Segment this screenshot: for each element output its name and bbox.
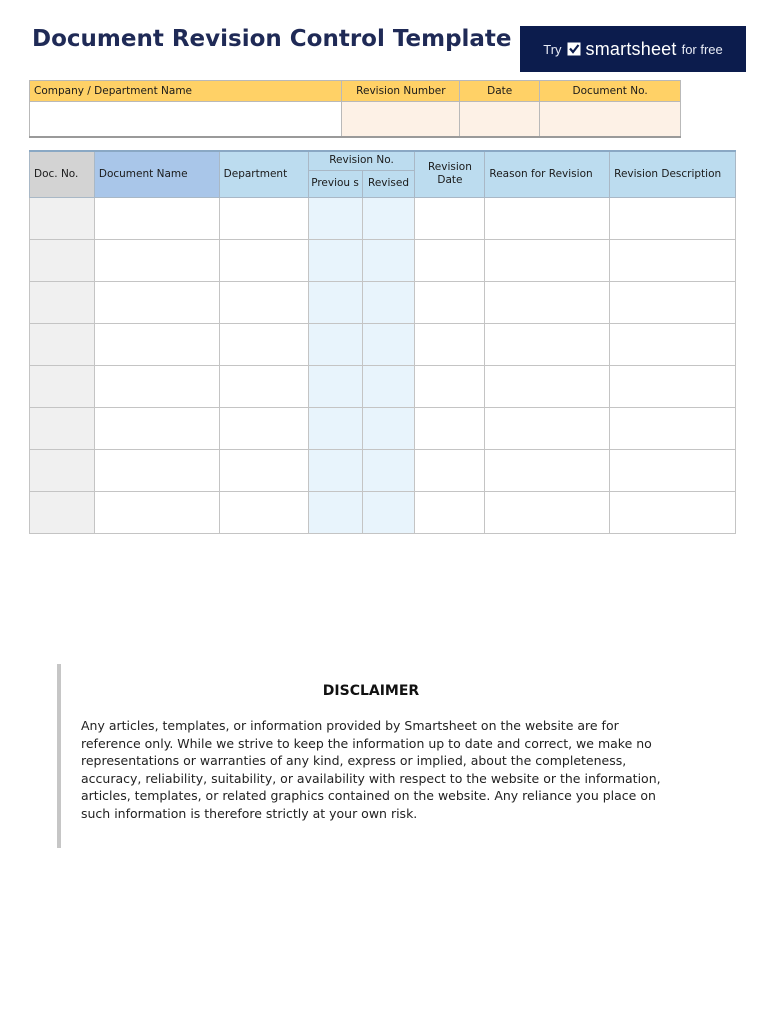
revision-date-header: Revision Date bbox=[415, 151, 485, 197]
table-row bbox=[30, 449, 736, 491]
table-row bbox=[30, 407, 736, 449]
revised-revision-cell[interactable] bbox=[362, 491, 415, 533]
document-name-cell[interactable] bbox=[94, 407, 219, 449]
description-cell[interactable] bbox=[610, 407, 736, 449]
table-row bbox=[30, 365, 736, 407]
table-row bbox=[30, 323, 736, 365]
promo-try-text: Try bbox=[543, 41, 562, 57]
revision-control-table bbox=[29, 150, 736, 534]
disclaimer-heading: DISCLAIMER bbox=[322, 683, 420, 699]
department-cell[interactable] bbox=[219, 197, 308, 239]
previous-revision-cell[interactable] bbox=[308, 491, 362, 533]
reason-cell[interactable] bbox=[485, 407, 610, 449]
description-cell[interactable] bbox=[610, 491, 736, 533]
department-header: Department bbox=[219, 151, 308, 197]
revision-date-cell[interactable] bbox=[415, 281, 485, 323]
reason-cell[interactable] bbox=[485, 323, 610, 365]
doc-no-header: Doc. No. bbox=[30, 151, 95, 197]
department-cell[interactable] bbox=[219, 239, 308, 281]
revised-revision-header: Revised bbox=[362, 170, 415, 197]
previous-revision-cell[interactable] bbox=[308, 449, 362, 491]
department-cell[interactable] bbox=[219, 281, 308, 323]
document-name-header: Document Name bbox=[94, 151, 219, 197]
revision-date-cell[interactable] bbox=[415, 323, 485, 365]
revised-revision-cell[interactable] bbox=[362, 449, 415, 491]
document-name-cell[interactable] bbox=[94, 281, 219, 323]
document-name-cell[interactable] bbox=[94, 239, 219, 281]
reason-cell[interactable] bbox=[485, 449, 610, 491]
previous-revision-cell[interactable] bbox=[308, 365, 362, 407]
description-cell[interactable] bbox=[610, 449, 736, 491]
previous-revision-cell[interactable] bbox=[308, 197, 362, 239]
reason-cell[interactable] bbox=[485, 239, 610, 281]
description-cell[interactable] bbox=[610, 281, 736, 323]
table-row bbox=[30, 281, 736, 323]
date-header: Date bbox=[460, 81, 540, 102]
description-cell[interactable] bbox=[610, 365, 736, 407]
revision-date-cell[interactable] bbox=[415, 197, 485, 239]
company-department-header: Company / Department Name bbox=[30, 81, 342, 102]
document-name-cell[interactable] bbox=[94, 323, 219, 365]
revised-revision-cell[interactable] bbox=[362, 197, 415, 239]
document-name-cell[interactable] bbox=[94, 449, 219, 491]
doc-no-cell[interactable] bbox=[30, 239, 95, 281]
doc-no-cell[interactable] bbox=[30, 281, 95, 323]
reason-cell[interactable] bbox=[485, 491, 610, 533]
description-cell[interactable] bbox=[610, 197, 736, 239]
revision-no-header: Revision No. bbox=[308, 151, 415, 170]
previous-revision-cell[interactable] bbox=[308, 407, 362, 449]
revision-description-header: Revision Description bbox=[610, 151, 736, 197]
doc-no-cell[interactable] bbox=[30, 449, 95, 491]
doc-no-cell[interactable] bbox=[30, 365, 95, 407]
reason-cell[interactable] bbox=[485, 281, 610, 323]
promo-free-text: for free bbox=[681, 41, 723, 57]
document-no-header: Document No. bbox=[540, 81, 681, 102]
date-field[interactable] bbox=[460, 102, 540, 138]
revision-date-cell[interactable] bbox=[415, 407, 485, 449]
revision-number-field[interactable] bbox=[342, 102, 460, 138]
revision-date-cell[interactable] bbox=[415, 491, 485, 533]
department-cell[interactable] bbox=[219, 449, 308, 491]
page-title: Document Revision Control Template bbox=[32, 26, 512, 52]
revised-revision-cell[interactable] bbox=[362, 323, 415, 365]
previous-revision-cell[interactable] bbox=[308, 281, 362, 323]
revision-number-header: Revision Number bbox=[342, 81, 460, 102]
doc-no-cell[interactable] bbox=[30, 491, 95, 533]
revision-date-cell[interactable] bbox=[415, 239, 485, 281]
description-cell[interactable] bbox=[610, 323, 736, 365]
smartsheet-logo-icon bbox=[567, 42, 581, 56]
revision-date-cell[interactable] bbox=[415, 365, 485, 407]
revised-revision-cell[interactable] bbox=[362, 281, 415, 323]
description-cell[interactable] bbox=[610, 239, 736, 281]
document-name-cell[interactable] bbox=[94, 365, 219, 407]
department-cell[interactable] bbox=[219, 491, 308, 533]
document-name-cell[interactable] bbox=[94, 197, 219, 239]
document-name-cell[interactable] bbox=[94, 491, 219, 533]
revised-revision-cell[interactable] bbox=[362, 239, 415, 281]
disclaimer-body: Any articles, templates, or information provided by Smartsheet on the website are for reference only. While we strive to keep the information up to date and correct, we make no representations or warranties of any kind, express or implied, about the completeness, accuracy, reliability, suitability, or availability with respect to the website or the information, articles, templates, or related graphics contained on the website. Any reliance you place on such information is therefore strictly at your own risk. bbox=[81, 718, 661, 821]
reason-cell[interactable] bbox=[485, 197, 610, 239]
table-row bbox=[30, 239, 736, 281]
department-cell[interactable] bbox=[219, 323, 308, 365]
revision-date-cell[interactable] bbox=[415, 449, 485, 491]
department-cell[interactable] bbox=[219, 407, 308, 449]
try-smartsheet-banner[interactable] bbox=[520, 26, 746, 72]
department-cell[interactable] bbox=[219, 365, 308, 407]
promo-brand-text: smartsheet bbox=[585, 38, 677, 59]
document-info-table bbox=[29, 80, 681, 138]
revised-revision-cell[interactable] bbox=[362, 365, 415, 407]
previous-revision-cell[interactable] bbox=[308, 323, 362, 365]
doc-no-cell[interactable] bbox=[30, 323, 95, 365]
disclaimer-box bbox=[57, 664, 681, 848]
doc-no-cell[interactable] bbox=[30, 197, 95, 239]
previous-revision-header: Previou s bbox=[308, 170, 362, 197]
reason-for-revision-header: Reason for Revision bbox=[485, 151, 610, 197]
doc-no-cell[interactable] bbox=[30, 407, 95, 449]
document-no-field[interactable] bbox=[540, 102, 681, 138]
company-department-field[interactable] bbox=[30, 102, 342, 138]
previous-revision-cell[interactable] bbox=[308, 239, 362, 281]
table-row bbox=[30, 197, 736, 239]
revised-revision-cell[interactable] bbox=[362, 407, 415, 449]
table-row bbox=[30, 491, 736, 533]
reason-cell[interactable] bbox=[485, 365, 610, 407]
